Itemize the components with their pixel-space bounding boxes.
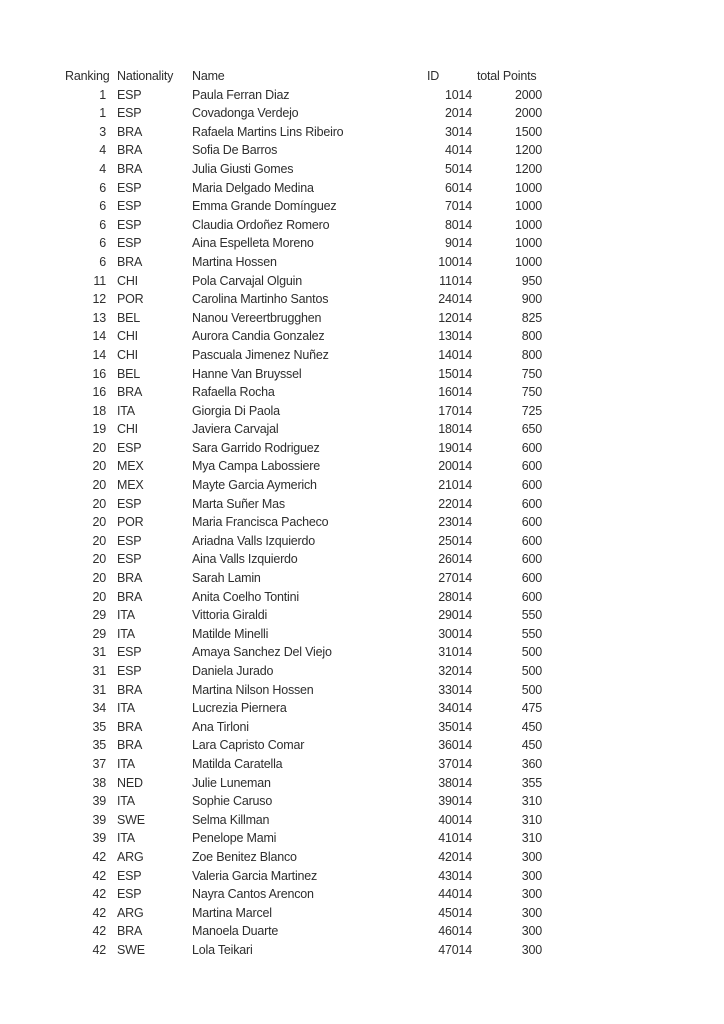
table-row [65, 439, 542, 458]
cell-name: Julia Giusti Gomes [192, 161, 294, 176]
cell-ranking: 14 [92, 329, 106, 344]
cell-nationality: ESP [117, 106, 142, 121]
cell-ranking: 4 [99, 161, 106, 176]
column-header-total-points: total Points [477, 69, 537, 83]
cell-id: 11014 [439, 273, 472, 288]
table-row [65, 309, 542, 328]
cell-name: Martina Marcel [192, 905, 272, 920]
cell-nationality: CHI [117, 273, 138, 288]
cell-nationality: CHI [117, 329, 138, 344]
cell-id: 18014 [438, 422, 472, 437]
cell-nationality: BRA [117, 385, 143, 400]
cell-nationality: NED [117, 775, 143, 790]
cell-name: Selma Killman [192, 812, 270, 827]
cell-id: 43014 [438, 868, 472, 883]
cell-total-points: 600 [521, 440, 542, 455]
table-row [65, 197, 542, 216]
table-row [65, 476, 542, 495]
cell-nationality: MEX [117, 459, 144, 474]
cell-ranking: 29 [92, 626, 106, 641]
cell-total-points: 300 [521, 942, 542, 957]
cell-id: 9014 [444, 236, 472, 251]
cell-name: Valeria Garcia Martinez [192, 868, 318, 883]
cell-total-points: 750 [521, 366, 542, 381]
table-row [65, 402, 542, 421]
cell-id: 45014 [438, 905, 472, 920]
table-row [65, 234, 542, 253]
cell-ranking: 6 [99, 217, 106, 232]
cell-ranking: 6 [99, 236, 106, 251]
cell-name: Paula Ferran Diaz [192, 87, 290, 102]
cell-nationality: ITA [117, 626, 135, 641]
cell-ranking: 20 [92, 515, 106, 530]
table-row [65, 550, 542, 569]
cell-ranking: 39 [92, 831, 106, 846]
cell-ranking: 6 [99, 180, 106, 195]
cell-nationality: BEL [117, 366, 141, 381]
cell-id: 21014 [438, 478, 472, 493]
cell-id: 33014 [438, 682, 472, 697]
table-row [65, 327, 542, 346]
cell-nationality: POR [117, 292, 144, 307]
cell-ranking: 42 [92, 942, 106, 957]
cell-ranking: 29 [92, 608, 106, 623]
cell-total-points: 310 [521, 794, 542, 809]
table-row [65, 941, 542, 960]
cell-id: 26014 [438, 552, 472, 567]
cell-id: 4014 [444, 143, 472, 158]
cell-total-points: 300 [521, 905, 542, 920]
cell-ranking: 20 [92, 533, 106, 548]
cell-total-points: 300 [521, 924, 542, 939]
cell-ranking: 42 [92, 887, 106, 902]
cell-id: 1014 [444, 87, 472, 102]
cell-name: Javiera Carvajal [192, 422, 279, 437]
cell-total-points: 1000 [514, 180, 542, 195]
cell-id: 27014 [438, 571, 472, 586]
table-row [65, 141, 542, 160]
cell-total-points: 475 [521, 701, 542, 716]
cell-total-points: 800 [521, 329, 542, 344]
cell-id: 22014 [438, 496, 472, 511]
cell-id: 47014 [438, 942, 472, 957]
cell-total-points: 500 [521, 645, 542, 660]
cell-id: 19014 [438, 440, 472, 455]
cell-ranking: 20 [92, 459, 106, 474]
cell-total-points: 600 [521, 515, 542, 530]
cell-total-points: 550 [521, 626, 542, 641]
table-row [65, 588, 542, 607]
cell-id: 10014 [438, 254, 472, 269]
table-row [65, 532, 542, 551]
cell-ranking: 12 [92, 292, 106, 307]
cell-id: 13014 [438, 329, 472, 344]
cell-name: Pascuala Jimenez Nuñez [192, 347, 329, 362]
cell-id: 35014 [438, 719, 472, 734]
cell-ranking: 20 [92, 571, 106, 586]
cell-name: Sophie Caruso [192, 794, 273, 809]
cell-id: 20014 [438, 459, 472, 474]
cell-total-points: 1000 [514, 254, 542, 269]
cell-nationality: ESP [117, 236, 142, 251]
table-row [65, 420, 542, 439]
cell-nationality: ITA [117, 701, 135, 716]
column-header-nationality: Nationality [117, 69, 174, 83]
cell-name: Sara Garrido Rodriguez [192, 440, 320, 455]
cell-id: 34014 [438, 701, 472, 716]
cell-nationality: ESP [117, 664, 142, 678]
cell-nationality: BRA [117, 682, 143, 697]
cell-nationality: ESP [117, 533, 142, 548]
table-row [65, 699, 542, 718]
cell-ranking: 37 [92, 756, 106, 771]
cell-id: 16014 [438, 385, 472, 400]
table-row [65, 811, 542, 830]
cell-total-points: 2000 [514, 106, 542, 121]
cell-id: 32014 [438, 664, 472, 678]
cell-nationality: ITA [117, 756, 135, 771]
cell-ranking: 1 [99, 106, 106, 121]
cell-ranking: 31 [92, 682, 106, 697]
cell-total-points: 300 [521, 887, 542, 902]
cell-total-points: 1200 [514, 143, 542, 158]
cell-nationality: BRA [117, 571, 143, 586]
table-row [65, 569, 542, 588]
cell-ranking: 42 [92, 905, 106, 920]
cell-id: 40014 [438, 812, 472, 827]
cell-id: 42014 [438, 849, 472, 864]
cell-ranking: 20 [92, 440, 106, 455]
cell-ranking: 3 [99, 124, 106, 139]
cell-name: Giorgia Di Paola [192, 403, 280, 418]
cell-total-points: 310 [521, 831, 542, 846]
cell-name: Amaya Sanchez Del Viejo [192, 645, 332, 660]
cell-total-points: 950 [521, 273, 542, 288]
cell-name: Nayra Cantos Arencon [192, 887, 314, 902]
cell-ranking: 16 [92, 366, 106, 381]
table-row [65, 904, 542, 923]
ranking-table-body [65, 86, 542, 960]
cell-name: Claudia Ordoñez Romero [192, 217, 330, 232]
table-row [65, 179, 542, 198]
cell-total-points: 1200 [514, 161, 542, 176]
cell-id: 31014 [438, 645, 472, 660]
cell-name: Sofia De Barros [192, 143, 278, 158]
cell-ranking: 38 [92, 775, 106, 790]
cell-ranking: 16 [92, 385, 106, 400]
cell-name: Lara Capristo Comar [192, 738, 305, 753]
cell-name: Anita Coelho Tontini [192, 589, 299, 604]
table-row [65, 885, 542, 904]
cell-id: 41014 [438, 831, 472, 846]
cell-ranking: 42 [92, 849, 106, 864]
table-row [65, 774, 542, 793]
cell-id: 12014 [438, 310, 472, 325]
table-row [65, 792, 542, 811]
cell-id: 14014 [438, 347, 472, 362]
cell-total-points: 900 [521, 292, 542, 307]
cell-id: 37014 [438, 756, 472, 771]
table-row [65, 457, 542, 476]
table-row [65, 606, 542, 625]
cell-nationality: BRA [117, 719, 143, 734]
table-row [65, 625, 542, 644]
cell-id: 36014 [438, 738, 472, 753]
cell-ranking: 6 [99, 254, 106, 269]
cell-name: Nanou Vereertbrugghen [192, 310, 322, 325]
cell-ranking: 6 [99, 199, 106, 214]
cell-name: Vittoria Giraldi [192, 608, 268, 623]
table-row [65, 104, 542, 123]
cell-nationality: ITA [117, 403, 135, 418]
cell-ranking: 19 [92, 422, 106, 437]
cell-id: 44014 [438, 887, 472, 902]
table-row [65, 86, 542, 105]
table-row [65, 160, 542, 179]
cell-ranking: 34 [92, 701, 106, 716]
cell-name: Aina Valls Izquierdo [192, 552, 298, 567]
header-row [65, 67, 542, 86]
cell-total-points: 355 [521, 775, 542, 790]
cell-id: 15014 [438, 366, 472, 381]
cell-name: Maria Delgado Medina [192, 180, 314, 195]
cell-total-points: 550 [521, 608, 542, 623]
cell-nationality: BRA [117, 124, 143, 139]
cell-total-points: 800 [521, 347, 542, 362]
cell-nationality: ESP [117, 180, 142, 195]
cell-name: Daniela Jurado [192, 664, 274, 678]
cell-ranking: 20 [92, 589, 106, 604]
cell-ranking: 1 [99, 87, 106, 102]
ranking-table [65, 67, 542, 960]
cell-ranking: 20 [92, 552, 106, 567]
cell-nationality: ESP [117, 87, 142, 102]
cell-ranking: 35 [92, 738, 106, 753]
cell-total-points: 750 [521, 385, 542, 400]
cell-total-points: 450 [521, 719, 542, 734]
cell-name: Manoela Duarte [192, 924, 279, 939]
cell-nationality: ITA [117, 794, 135, 809]
cell-id: 6014 [444, 180, 472, 195]
cell-ranking: 31 [92, 645, 106, 660]
cell-total-points: 650 [521, 422, 542, 437]
cell-id: 2014 [444, 106, 472, 121]
cell-name: Mya Campa Labossiere [192, 459, 321, 474]
table-row [65, 643, 542, 662]
cell-total-points: 600 [521, 552, 542, 567]
table-row [65, 681, 542, 700]
cell-total-points: 500 [521, 664, 542, 678]
table-row [65, 867, 542, 886]
cell-id: 30014 [438, 626, 472, 641]
cell-ranking: 18 [92, 403, 106, 418]
cell-total-points: 450 [521, 738, 542, 753]
cell-total-points: 600 [521, 533, 542, 548]
cell-name: Ana Tirloni [192, 719, 249, 734]
cell-nationality: BRA [117, 738, 143, 753]
cell-name: Carolina Martinho Santos [192, 292, 329, 307]
cell-ranking: 42 [92, 868, 106, 883]
cell-nationality: ESP [117, 887, 142, 902]
column-header-name: Name [192, 69, 225, 83]
table-row [65, 346, 542, 365]
table-row [65, 718, 542, 737]
cell-total-points: 300 [521, 868, 542, 883]
cell-ranking: 20 [92, 478, 106, 493]
cell-id: 38014 [438, 775, 472, 790]
table-row [65, 922, 542, 941]
cell-nationality: ARG [117, 905, 144, 920]
cell-name: Aina Espelleta Moreno [192, 236, 314, 251]
cell-total-points: 2000 [514, 87, 542, 102]
cell-nationality: SWE [117, 942, 145, 957]
table-row [65, 736, 542, 755]
cell-nationality: ESP [117, 552, 142, 567]
cell-total-points: 825 [521, 310, 542, 325]
cell-ranking: 42 [92, 924, 106, 939]
cell-nationality: POR [117, 515, 144, 530]
cell-id: 8014 [444, 217, 472, 232]
cell-total-points: 600 [521, 496, 542, 511]
cell-total-points: 1500 [514, 124, 542, 139]
cell-ranking: 11 [93, 273, 106, 288]
table-row [65, 495, 542, 514]
cell-name: Aurora Candia Gonzalez [192, 329, 325, 344]
cell-total-points: 1000 [514, 217, 542, 232]
cell-name: Marta Suñer Mas [192, 496, 285, 511]
table-row [65, 123, 542, 142]
table-row [65, 290, 542, 309]
cell-nationality: BRA [117, 143, 143, 158]
column-header-id: ID [427, 69, 440, 83]
cell-name: Rafaella Rocha [192, 385, 275, 400]
cell-ranking: 20 [92, 496, 106, 511]
cell-nationality: ARG [117, 849, 144, 864]
cell-id: 29014 [438, 608, 472, 623]
cell-total-points: 725 [521, 403, 542, 418]
cell-nationality: BRA [117, 161, 143, 176]
cell-ranking: 13 [92, 310, 106, 325]
cell-total-points: 600 [521, 589, 542, 604]
cell-id: 17014 [438, 403, 472, 418]
cell-total-points: 600 [521, 478, 542, 493]
table-row [65, 216, 542, 235]
cell-id: 7014 [444, 199, 472, 214]
cell-ranking: 35 [92, 719, 106, 734]
cell-total-points: 1000 [514, 236, 542, 251]
cell-name: Julie Luneman [192, 775, 271, 790]
cell-nationality: BRA [117, 589, 143, 604]
cell-ranking: 4 [99, 143, 106, 158]
cell-nationality: ESP [117, 645, 142, 660]
cell-nationality: ESP [117, 496, 142, 511]
cell-id: 25014 [438, 533, 472, 548]
cell-nationality: CHI [117, 347, 138, 362]
cell-id: 5014 [444, 161, 472, 176]
cell-total-points: 600 [521, 459, 542, 474]
cell-nationality: BRA [117, 924, 143, 939]
cell-id: 46014 [438, 924, 472, 939]
cell-nationality: BEL [117, 310, 141, 325]
cell-id: 39014 [438, 794, 472, 809]
cell-total-points: 300 [521, 849, 542, 864]
table-row [65, 662, 542, 681]
cell-name: Sarah Lamin [192, 571, 261, 586]
cell-nationality: CHI [117, 422, 138, 437]
cell-name: Penelope Mami [192, 831, 277, 846]
cell-name: Covadonga Verdejo [192, 106, 299, 121]
cell-id: 23014 [438, 515, 472, 530]
cell-total-points: 1000 [514, 199, 542, 214]
cell-nationality: BRA [117, 254, 143, 269]
cell-total-points: 500 [521, 682, 542, 697]
cell-total-points: 360 [521, 756, 542, 771]
cell-name: Mayte Garcia Aymerich [192, 478, 317, 493]
table-row [65, 383, 542, 402]
cell-nationality: ITA [117, 608, 135, 623]
cell-name: Ariadna Valls Izquierdo [192, 533, 316, 548]
table-row [65, 513, 542, 532]
cell-nationality: ESP [117, 199, 142, 214]
column-header-ranking: Ranking [65, 69, 110, 83]
cell-name: Lucrezia Piernera [192, 701, 287, 716]
cell-total-points: 600 [521, 571, 542, 586]
cell-total-points: 310 [521, 812, 542, 827]
table-row [65, 253, 542, 272]
cell-name: Zoe Benitez Blanco [192, 849, 297, 864]
cell-nationality: SWE [117, 812, 145, 827]
cell-name: Pola Carvajal Olguin [192, 273, 302, 288]
cell-name: Martina Nilson Hossen [192, 682, 314, 697]
cell-name: Emma Grande Domínguez [192, 199, 337, 214]
cell-nationality: ITA [117, 831, 135, 846]
table-row [65, 848, 542, 867]
cell-nationality: ESP [117, 868, 142, 883]
table-row [65, 829, 542, 848]
cell-ranking: 39 [92, 794, 106, 809]
cell-id: 24014 [438, 292, 472, 307]
cell-ranking: 31 [92, 664, 106, 678]
cell-name: Martina Hossen [192, 254, 277, 269]
table-row [65, 755, 542, 774]
cell-name: Rafaela Martins Lins Ribeiro [192, 124, 344, 139]
cell-nationality: MEX [117, 478, 144, 493]
cell-nationality: ESP [117, 217, 142, 232]
cell-nationality: ESP [117, 440, 142, 455]
cell-name: Hanne Van Bruyssel [192, 366, 302, 381]
cell-ranking: 14 [92, 347, 106, 362]
cell-id: 28014 [438, 589, 472, 604]
cell-id: 3014 [444, 124, 472, 139]
cell-name: Matilda Caratella [192, 756, 283, 771]
cell-name: Lola Teikari [192, 942, 253, 957]
cell-ranking: 39 [92, 812, 106, 827]
cell-name: Maria Francisca Pacheco [192, 515, 329, 530]
cell-name: Matilde Minelli [192, 626, 269, 641]
table-row [65, 365, 542, 384]
table-row [65, 272, 542, 291]
